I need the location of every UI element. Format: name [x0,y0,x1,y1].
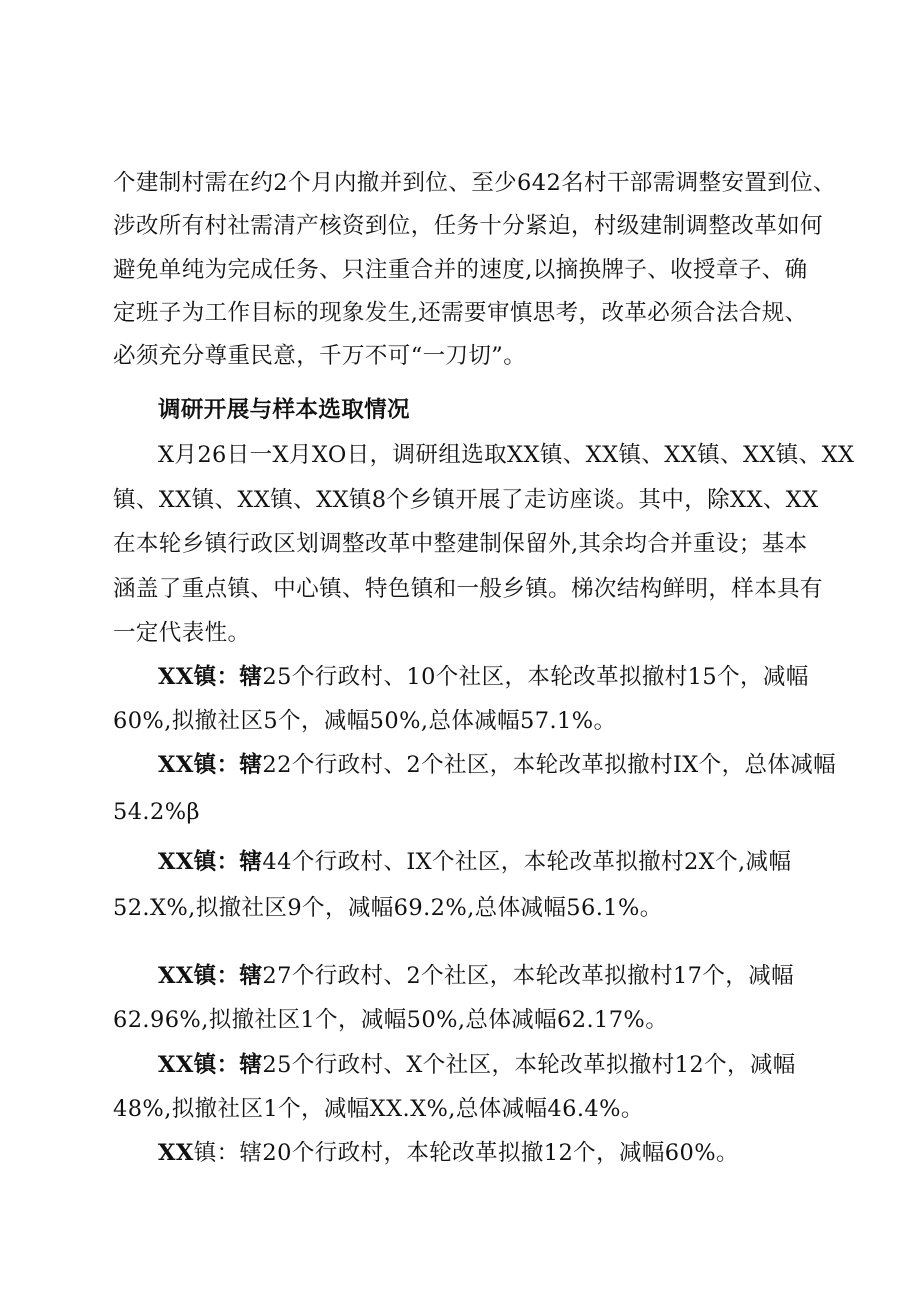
town-entry-5-line-2: 48%,拟撤社区1个，减幅XX.X%,总体减幅46.4%。 [113,1096,644,1122]
method-line-2: 镇、XX镇、XX镇、XX镇8个乡镇开展了走访座谈。其中，除XX、XX [113,487,819,513]
method-line-3: 在本轮乡镇行政区划调整改革中整建制保留外,其余均合并重设；基本 [113,531,808,557]
town-entry-6 [158,1138,878,1168]
intro-line-5: 必须充分尊重民意，千万不可“一刀切”。 [113,343,527,369]
town-detail: 27个行政村、2个社区，本轮改革拟撤村17个，减幅 [262,963,794,989]
town-entry-3-line-2: 52.X%,拟撤社区9个，减幅69.2%,总体减幅56.1%。 [113,895,663,921]
town-entry-2-line-2: 54.2%β [113,799,200,825]
town-lead: 辖 [239,664,263,690]
method-line-1: X月26日一X月XO日，调研组选取XX镇、XX镇、XX镇、XX镇、XX [158,442,855,468]
town-lead: 辖 [239,1052,263,1078]
town-detail: 25个行政村、X个社区，本轮改革拟撤村12个，减幅 [262,1052,796,1078]
town-name: XX镇： [158,752,240,778]
town-entry-1-line-2: 60%,拟撤社区5个，减幅50%,总体减幅57.1%。 [113,708,617,734]
intro-line-1: 个建制村需在约2个月内撤并到位、至少642名村干部需调整安置到位、 [113,170,836,196]
town-lead: 辖 [239,752,263,778]
method-line-4: 涵盖了重点镇、中心镇、特色镇和一般乡镇。梯次结构鲜明，样本具有 [113,576,823,602]
town-detail: 20个行政村，本轮改革拟撤12个，减幅60%。 [262,1140,739,1166]
intro-line-2: 涉改所有村社需清产核资到位，任务十分紧迫，村级建制调整改革如何 [113,213,823,239]
town-name: XX镇： [158,963,240,989]
town-entry-1 [158,662,878,692]
town-detail: 25个行政村、10个社区，本轮改革拟撤村15个，减幅 [262,664,809,690]
town-entry-3 [158,847,878,877]
town-detail: 44个行政村、IX个社区，本轮改革拟撤村2X个,减幅 [262,849,792,875]
town-entry-4-line-2: 62.96%,拟撤社区1个，减幅50%,总体减幅62.17%。 [113,1007,669,1033]
town-detail: 22个行政村、2个社区，本轮改革拟撤村IX个，总体减幅 [262,752,837,778]
town-lead: 镇：辖 [193,1140,263,1166]
town-lead: 辖 [239,963,263,989]
town-name: XX镇： [158,849,240,875]
town-entry-4 [158,961,878,991]
town-entry-5 [158,1050,878,1080]
town-lead: 辖 [239,849,263,875]
town-name: XX镇： [158,664,240,690]
town-name: XX [158,1140,194,1166]
town-name: XX镇： [158,1052,240,1078]
intro-line-3: 避免单纯为完成任务、只注重合并的速度,以摘换牌子、收授章子、确 [113,257,808,283]
intro-line-4: 定班子为工作目标的现象发生,还需要审慎思考，改革必须合法合规、 [113,300,808,326]
section-heading: 调研开展与样本选取情况 [158,397,410,423]
method-line-5: 一定代表性。 [113,620,251,646]
town-entry-2 [158,750,878,780]
